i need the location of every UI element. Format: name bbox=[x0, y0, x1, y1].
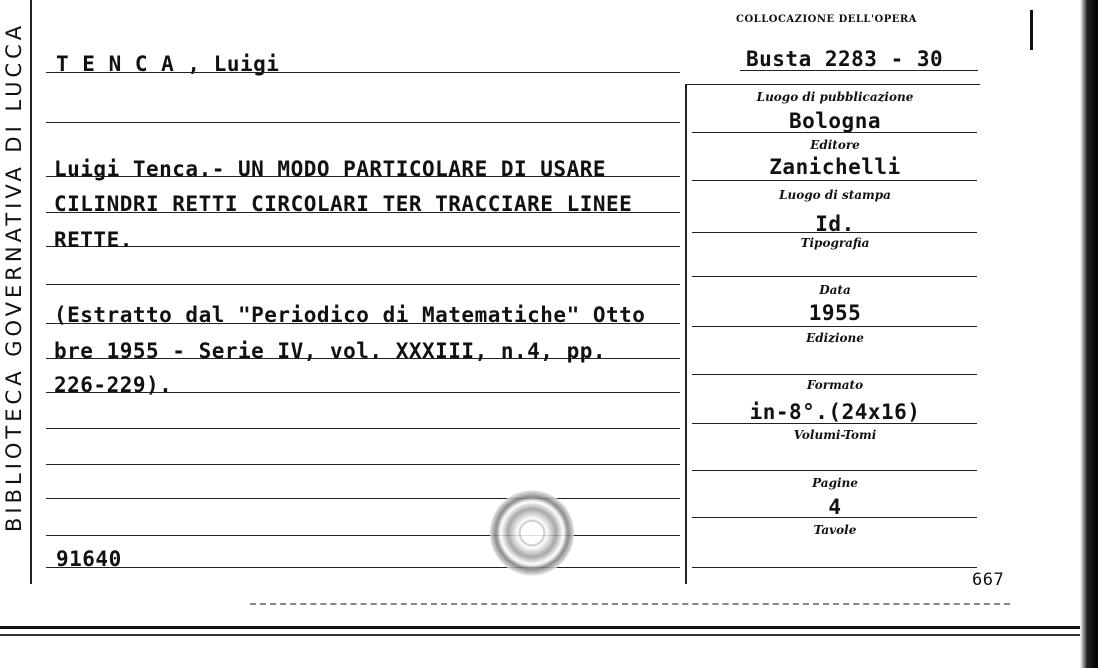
volumi-label: Volumi-Tomi bbox=[793, 428, 877, 442]
card-bottom-edge bbox=[0, 634, 1098, 636]
description-line: Luigi Tenca.- UN MODO PARTICOLARE DI USARE bbox=[54, 157, 607, 181]
formato-label: Formato bbox=[806, 378, 864, 392]
formato-value: in-8°.(24x16) bbox=[749, 400, 921, 424]
card-rule bbox=[46, 567, 680, 568]
field-rule bbox=[692, 180, 977, 181]
inventory-number: 91640 bbox=[56, 547, 122, 571]
luogo-stampa-value: Id. bbox=[815, 212, 855, 236]
editore-label: Editore bbox=[810, 138, 860, 152]
right-scan-shadow bbox=[1080, 0, 1098, 668]
collocazione-rule bbox=[740, 70, 978, 71]
field-rule bbox=[692, 470, 977, 471]
right-edge-mark bbox=[1030, 10, 1033, 50]
corner-number: 667 bbox=[972, 570, 1005, 590]
card-rule bbox=[46, 464, 680, 465]
card-rule bbox=[46, 284, 680, 285]
collocazione-value: Busta 2283 - 30 bbox=[746, 47, 944, 71]
card-rule bbox=[46, 498, 680, 499]
note-line: bre 1955 - Serie IV, vol. XXXIII, n.4, pp. bbox=[54, 339, 607, 363]
tipografia-label: Tipografia bbox=[800, 236, 870, 250]
card-rule bbox=[46, 535, 680, 536]
field-rule bbox=[692, 132, 977, 133]
library-spine-text: BIBLIOTECA GOVERNATIVA DI LUCCA bbox=[2, 21, 26, 532]
description-line: RETTE. bbox=[54, 228, 133, 252]
author-heading: T E N C A , Luigi bbox=[56, 52, 280, 76]
field-rule bbox=[692, 276, 977, 277]
field-rule bbox=[692, 232, 977, 233]
card-rule bbox=[46, 428, 680, 429]
card-rule bbox=[46, 72, 680, 73]
edizione-label: Edizione bbox=[806, 331, 864, 345]
scan-artifact-line bbox=[250, 603, 1010, 605]
field-rule bbox=[692, 567, 977, 568]
library-stamp bbox=[490, 490, 574, 576]
luogo-pubblicazione-value: Bologna bbox=[788, 109, 881, 133]
note-line: 226-229). bbox=[54, 373, 173, 397]
pagine-value: 4 bbox=[828, 495, 842, 519]
card-rule bbox=[46, 246, 680, 247]
left-margin-rule bbox=[30, 0, 32, 584]
field-rule bbox=[692, 423, 977, 424]
luogo-stampa-label: Luogo di stampa bbox=[779, 188, 891, 202]
note-line: (Estratto dal "Periodico di Matematiche" Otto bbox=[54, 303, 646, 327]
pagine-label: Pagine bbox=[812, 476, 858, 490]
description-line: CILINDRI RETTI CIRCOLARI TER TRACCIARE LINEE bbox=[54, 192, 633, 216]
collocazione-label: COLLOCAZIONE DELL'OPERA bbox=[736, 14, 917, 25]
card-rule bbox=[46, 122, 680, 123]
field-rule bbox=[692, 517, 977, 518]
field-box-left-border bbox=[685, 84, 687, 584]
luogo-pubblicazione-label: Luogo di pubblicazione bbox=[756, 90, 914, 104]
data-label: Data bbox=[819, 283, 851, 297]
field-rule bbox=[692, 374, 977, 375]
data-value: 1955 bbox=[808, 301, 862, 325]
field-rule bbox=[692, 326, 977, 327]
tavole-label: Tavole bbox=[813, 523, 857, 537]
card-bottom-edge bbox=[0, 626, 1098, 629]
field-box-top-border bbox=[685, 84, 980, 85]
editore-value: Zanichelli bbox=[769, 155, 901, 179]
